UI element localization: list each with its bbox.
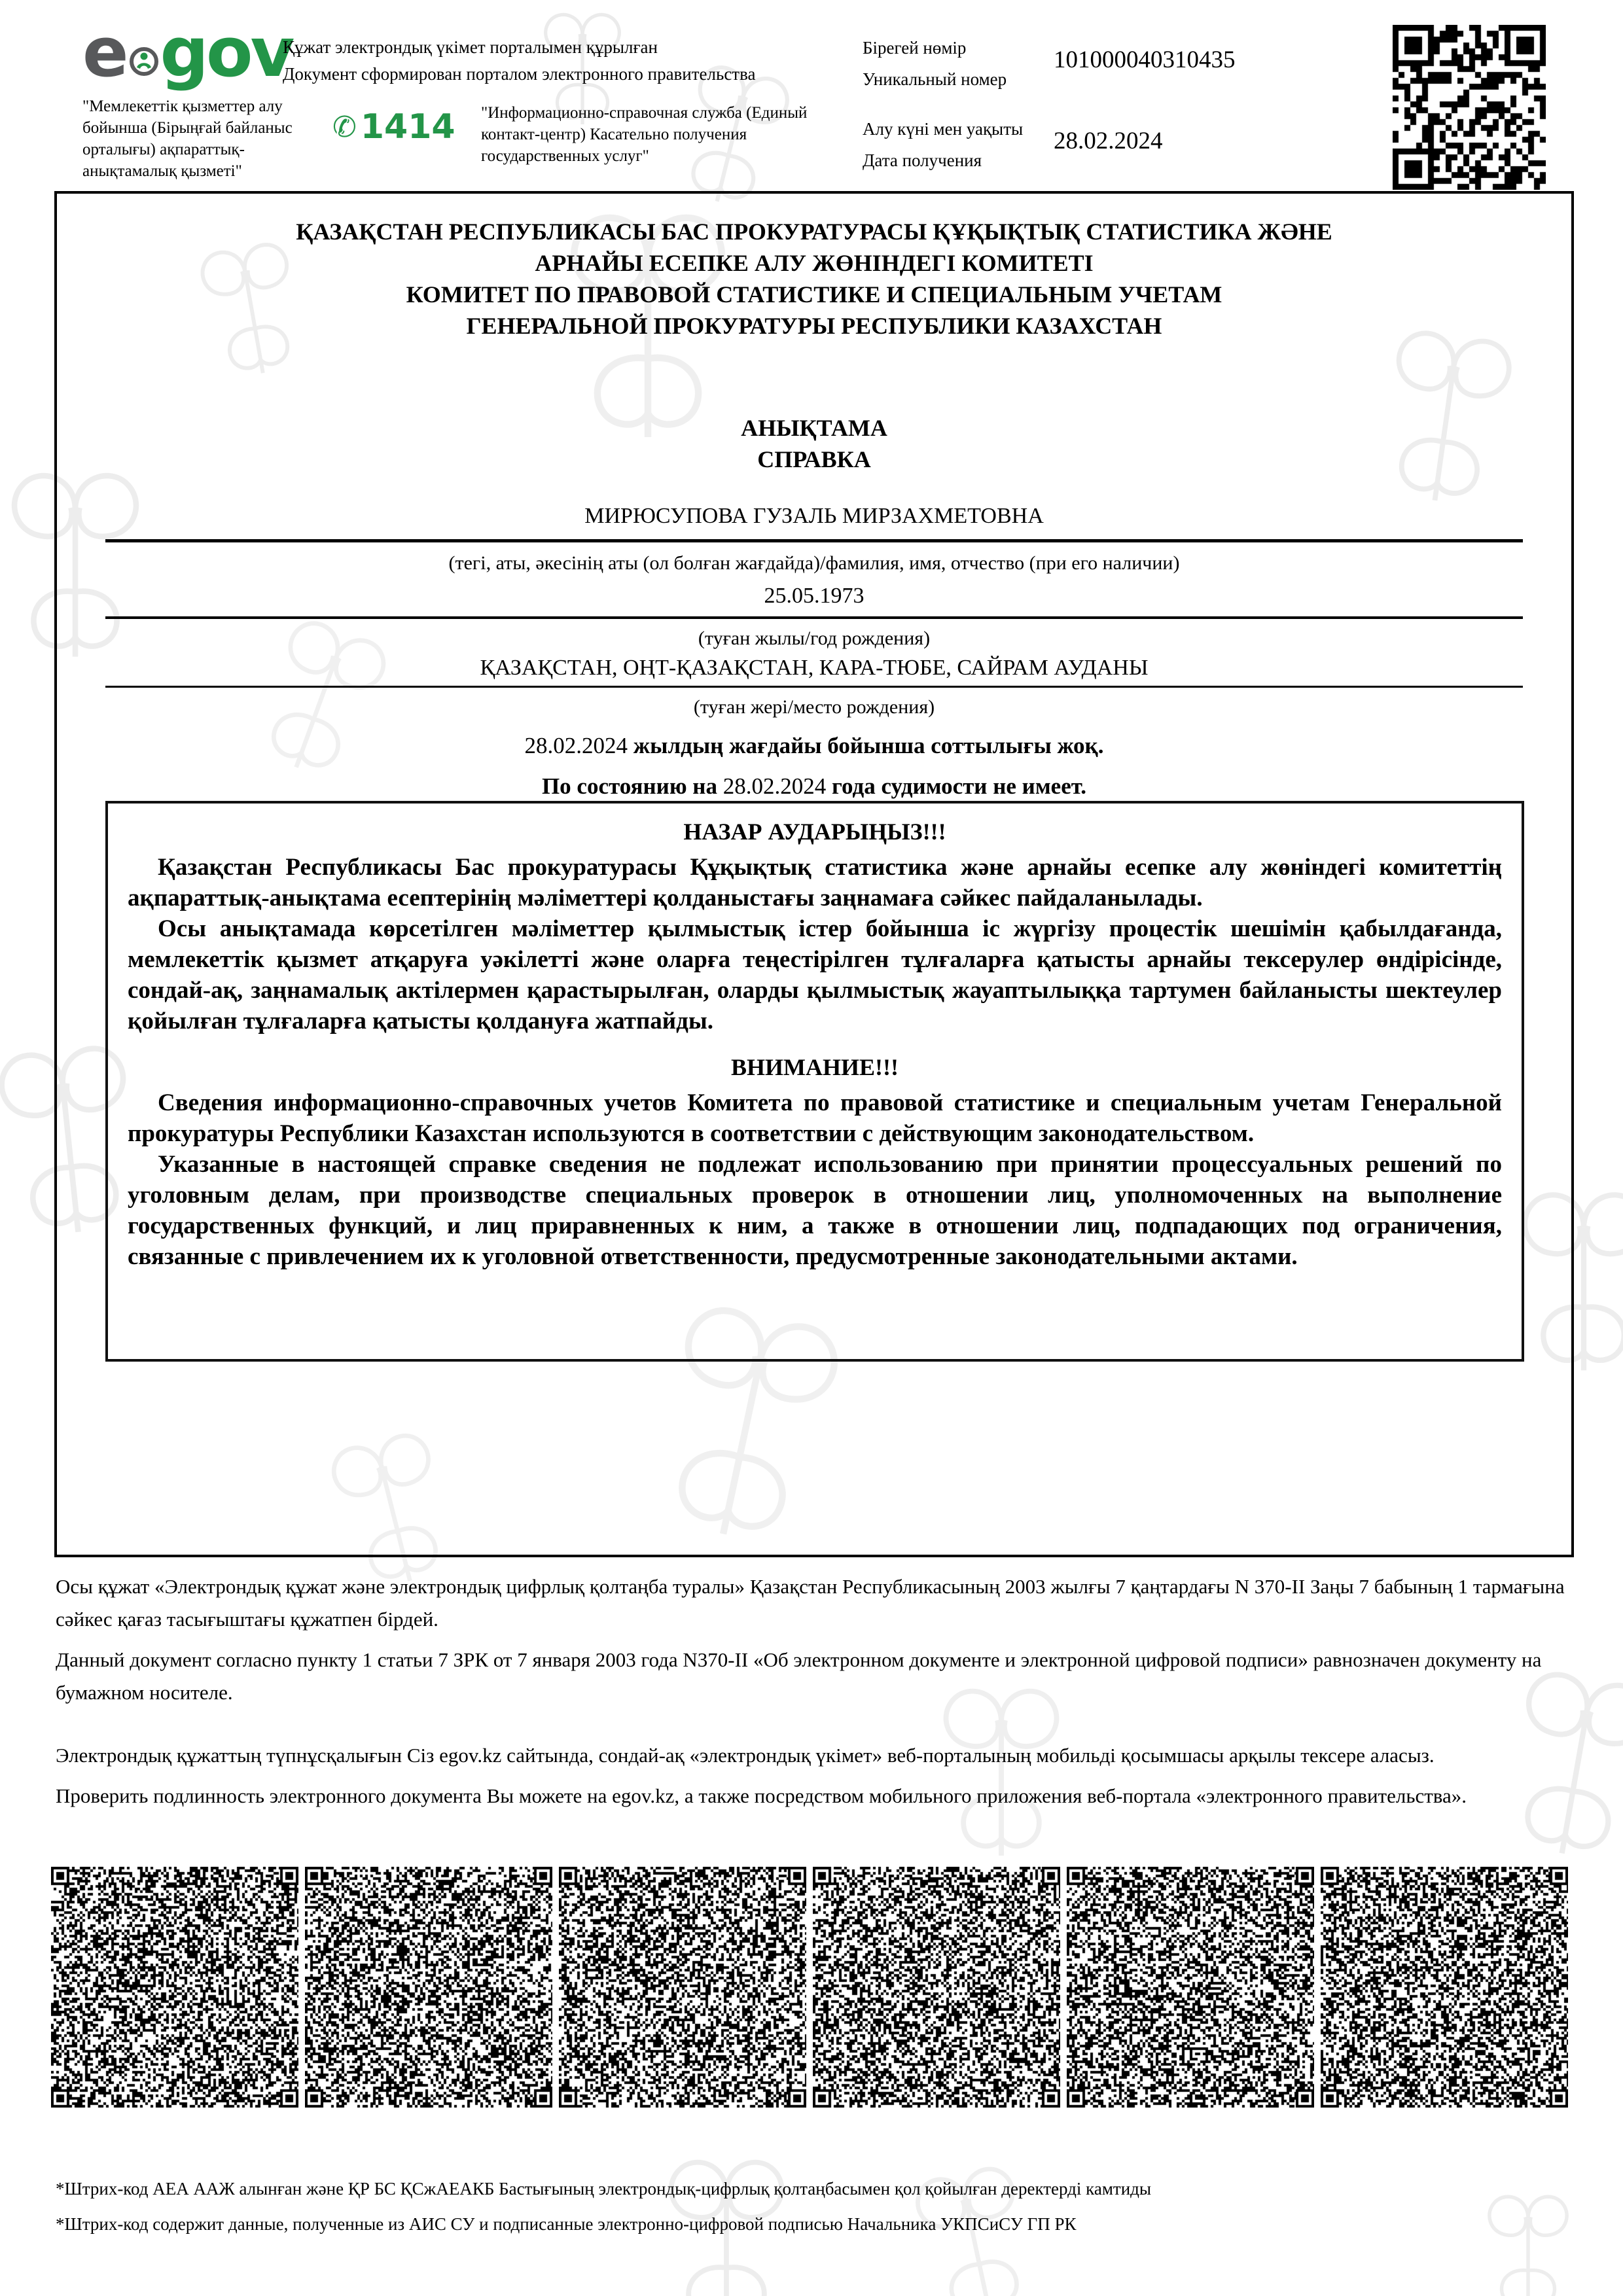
status-prefix-ru: По состоянию на <box>541 773 723 799</box>
no-conviction-statement-kk <box>57 733 1571 759</box>
legal-note-ru: Данный документ согласно пункту 1 статьи 7 ЗРК от 7 января 2003 года N370-II «Об электронном документе и электронной цифровой подписи» равнозначен документу на бумажном носителе. <box>56 1648 1542 1704</box>
legal-equivalence-notes <box>56 1570 1575 1812</box>
document-title-ru: СПРАВКА <box>757 446 871 472</box>
legal-note-kk: Осы құжат «Электрондық құжат және электрондық цифрлық қолтаңба туралы» Қазақстан Республикасының 2003 жылғы 7 қаңтардағы N 370-II Заңы 7 бабының 1 тармағына сәйкес қағаз тасығыштағы құжатпен бірдей. <box>56 1575 1565 1631</box>
warning-paragraph-ru: Сведения информационно-справочных учетов Комитета по правовой статистике и специальным учетам Генеральной прокуратуры Республики Казахстан используются в соответствии с действующим законодательством. <box>128 1089 1502 1147</box>
phone-number: 1414 <box>360 107 455 147</box>
warning-paragraph-kk: Қазақстан Республикасы Бас прокуратурасы Құқықтық статистика және арнайы есепке алу жөніндегі комитеттің ақпараттық-анықтама есептерінің мәліметтері қолданыстағы заңнамаға сәйкес пайдаланылады. <box>128 854 1502 911</box>
status-text-kk: жылдың жағдайы бойынша соттылығы жоқ. <box>628 733 1104 758</box>
unique-number-value: 101000040310435 <box>1054 46 1236 73</box>
birth-date-value: 25.05.1973 <box>764 584 865 608</box>
person-full-name: МИРЮСУПОВА ГУЗАЛЬ МИРЗАХМЕТОВНА <box>584 504 1044 528</box>
header-contact-center-ru: "Информационно-справочная служба (Единый контакт-центр) Касательно получения государственных услуг" <box>481 104 808 165</box>
underline-rule <box>105 686 1523 688</box>
certificate-body-box <box>54 191 1574 1557</box>
qr-code <box>1393 25 1546 190</box>
phone-icon: ✆ <box>332 110 357 144</box>
underline-rule <box>105 616 1523 619</box>
barcode-panel <box>813 1867 1060 2108</box>
barcode-panel <box>1067 1867 1314 2108</box>
egov-logo-e: e <box>82 12 126 92</box>
egov-person-icon <box>129 46 159 77</box>
authority-title-line: ГЕНЕРАЛЬНОЙ ПРОКУРАТУРЫ РЕСПУБЛИКИ КАЗАХСТАН <box>466 313 1162 339</box>
header-created-ru: Документ сформирован порталом электронного правительства <box>283 64 756 84</box>
birth-place-caption: (туған жері/место рождения) <box>693 696 935 718</box>
authority-title-line: АРНАЙЫ ЕСЕПКЕ АЛУ ЖӨНІНДЕГІ КОМИТЕТІ <box>535 250 1094 276</box>
barcode-panel <box>305 1867 552 2108</box>
status-date-ru: 28.02.2024 <box>722 773 827 799</box>
status-date-kk: 28.02.2024 <box>524 733 628 758</box>
barcode-panel <box>559 1867 806 2108</box>
warning-notice-box <box>105 801 1524 1362</box>
receive-date-value: 28.02.2024 <box>1054 128 1163 154</box>
no-conviction-statement-ru <box>57 773 1571 800</box>
status-suffix-ru: года судимости не имеет. <box>826 773 1087 799</box>
full-name-caption: (тегі, аты, әкесінің аты (ол болған жағдайда)/фамилия, имя, отчество (при его наличии) <box>448 552 1180 574</box>
barcode-panel <box>1321 1867 1568 2108</box>
barcode-panel <box>51 1867 298 2108</box>
header-contact-center-kk: "Мемлекеттік қызметтер алу бойынша (Бірыңғай байланыс орталығы) ақпараттық-анықтамалық қызметі" <box>82 97 293 180</box>
ornament-watermark <box>1459 2185 1597 2296</box>
verify-note-ru: Проверить подлинность электронного документа Вы можете на egov.kz, а также посредством мобильного приложения веб-портала «электронного правительства». <box>56 1784 1467 1807</box>
receive-date-label-ru: Дата получения <box>863 150 982 170</box>
receive-date-label-kk: Алу күні мен уақыты <box>863 119 1024 139</box>
barcode-strip <box>51 1867 1568 2108</box>
barcode-footnote-kk: *Штрих-код АЕА ААЖ алынған және ҚР БС ҚСжАЕАКБ Бастығының электрондық-цифрлық қолтаңбасымен қол қойылған деректерді камтиды <box>56 2179 1152 2199</box>
unique-number-label-ru: Уникальный номер <box>863 69 1007 89</box>
birth-date-caption: (туған жылы/год рождения) <box>698 627 931 649</box>
warning-paragraph-ru: Указанные в настоящей справке сведения не подлежат использованию при принятии процессуальных решений по уголовным делам, при производстве специальных проверок в отношении лиц, уполномоченных на выполнение государственных функций, и лиц приравненных к ним, а также в отношении лиц, подпадающих под ограничения, связанные с привлечением их к уголовной ответственности, предусмотренные законодательными актами. <box>128 1151 1502 1270</box>
egov-logo <box>82 12 293 92</box>
authority-title-line: ҚАЗАҚСТАН РЕСПУБЛИКАСЫ БАС ПРОКУРАТУРАСЫ ҚҰҚЫҚТЫҚ СТАТИСТИКА ЖӘНЕ <box>296 219 1332 245</box>
underline-rule <box>105 539 1523 542</box>
warning-heading-kk: НАЗАР АУДАРЫҢЫЗ!!! <box>683 819 946 845</box>
header-created-note <box>283 34 755 88</box>
egov-logo-gov: gov <box>160 12 293 92</box>
header-created-kk: Құжат электрондық үкімет порталымен құрылған <box>283 37 658 57</box>
birth-place-value: ҚАЗАҚСТАН, ОҢТ-ҚАЗАҚСТАН, КАРА-ТЮБЕ, САЙРАМ АУДАНЫ <box>480 656 1149 680</box>
warning-paragraph-kk: Осы анықтамада көрсетілген мәліметтер қылмыстық істер бойынша іс жүргізу процестік шешімін қабылдағанда, мемлекеттік қызмет атқаруға уәкілетті және оларға теңестірілген тұлғаларға қатысты арнайы тексерулер өндірісінде, сондай-ақ, заңнамалық актілермен қарастырылған, оларды қылмыстық жауаптылыққа тартумен байланысты шектеулер қойылған тұлғаларға қатысты қолдануға жатпайды. <box>128 915 1502 1034</box>
document-title <box>57 412 1571 475</box>
contact-phone-1414 <box>332 107 455 147</box>
issuing-authority-title <box>57 216 1571 342</box>
authority-title-line: КОМИТЕТ ПО ПРАВОВОЙ СТАТИСТИКЕ И СПЕЦИАЛЬНЫМ УЧЕТАМ <box>406 281 1222 308</box>
unique-number-label-kk: Бірегей нөмір <box>863 38 967 58</box>
barcode-footnote-ru: *Штрих-код содержит данные, полученные из АИС СУ и подписанные электронно-цифровой подписью Начальника УКПСиСУ ГП РК <box>56 2214 1077 2234</box>
verify-note-kk: Электрондық құжаттың түпнұсқалығын Сіз egov.kz сайтында, сондай-ақ «электрондық үкімет» веб-порталының мобильді қосымшасы арқылы тексере аласыз. <box>56 1744 1435 1767</box>
document-title-kk: АНЫҚТАМА <box>741 415 887 441</box>
warning-heading-ru: ВНИМАНИЕ!!! <box>731 1054 899 1080</box>
